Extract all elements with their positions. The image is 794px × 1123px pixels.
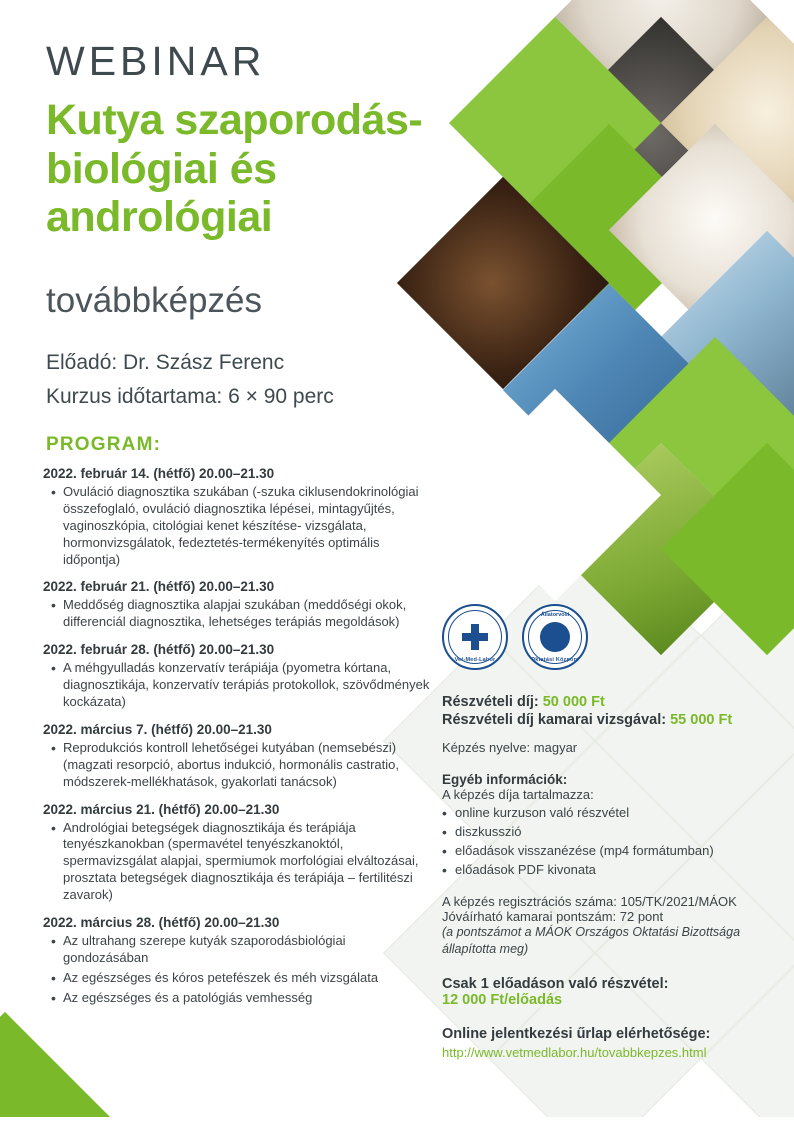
program-date: 2022. március 21. (hétfő) 20.00–21.30: [43, 801, 280, 817]
program-item: • A méhgyulladás konzervatív terápiája (pyometra kórtana, diagnosztikája, konzervatív terápiás protokollok, szövődmények kockázata): [43, 660, 433, 711]
program-items: [43, 597, 433, 631]
includes-item: • előadások visszanézése (mp4 formátumban): [442, 842, 762, 861]
other-info-title: Egyéb információk:: [442, 772, 568, 787]
fee-exam-value: 55 000 Ft: [670, 712, 733, 728]
online-form-label: Online jelentkezési űrlap elérhetősége:: [442, 1026, 711, 1043]
fee-value: 50 000 Ft: [542, 694, 605, 710]
includes-intro: A képzés díja tartalmazza:: [442, 787, 594, 802]
fee-exam-row: [442, 712, 762, 728]
includes-item: • diszkusszió: [442, 823, 762, 842]
program-date: 2022. március 7. (hétfő) 20.00–21.30: [43, 721, 272, 737]
fee-label: Részvételi díj:: [442, 694, 539, 710]
single-lecture-value: 12 000 Ft/előadás: [442, 992, 563, 1009]
program-item: • Reprodukciós kontroll lehetőségei kutyában (nemsebészi) (magzati resorpció, abortus indukció, hormonális castratio, módszerek-mellékhatások, gyakorlati tanácsok): [43, 740, 433, 791]
includes-list: [442, 804, 762, 879]
program-block: [43, 642, 433, 711]
program-items: [43, 933, 433, 1007]
vet-med-labor-logo: [442, 604, 508, 670]
duration-line: Kurzus időtartama: 6 × 90 perc: [46, 385, 334, 408]
logo-row: [442, 604, 588, 670]
program-item: • Ovuláció diagnosztika szukában (-szuka ciklusendokrinológiai összefoglaló, ovuláció diagnosztika lépései, mintagyűjtés, vaginoszkópia, citológiai kenet készítése- vizsgálata, hormonvizsgálatok, fedeztetés-termékenyítés optimális időpontja): [43, 484, 433, 568]
registration-number: A képzés regisztrációs száma: 105/TK/2021/MÁOK: [442, 894, 737, 910]
credit-points: Jóváírható kamarai pontszám: 72 pont: [442, 909, 664, 925]
course-language: Képzés nyelve: magyar: [442, 740, 578, 755]
program-item: • Meddőség diagnosztika alapjai szukában (meddőségi okok, differenciál diagnosztika, lehetséges terápiás megoldások): [43, 597, 433, 631]
credit-note: (a pontszámot a MÁOK Országos Oktatási Bizottsága állapította meg): [442, 925, 741, 957]
program-block: [43, 915, 433, 1007]
accent-diamond: [0, 1012, 111, 1123]
program-item: • Az ultrahang szerepe kutyák szaporodásbiológiai gondozásában: [43, 933, 433, 967]
program-items: [43, 820, 433, 904]
program-date: 2022. március 28. (hétfő) 20.00–21.30: [43, 915, 280, 931]
oktatasi-kozpont-logo-top: Állatorvosi: [540, 612, 570, 618]
info-panel: [442, 694, 762, 1062]
presenter-line: Előadó: Dr. Szász Ferenc: [46, 351, 285, 374]
medical-cross-icon: [462, 624, 488, 650]
registration-form-link[interactable]: http://www.vetmedlabor.hu/tovabbkepzes.html: [442, 1045, 707, 1061]
program-items: [43, 660, 433, 711]
program-items: [43, 740, 433, 791]
program-item: • Az egészséges és a patológiás vemhesség: [43, 990, 433, 1007]
program-item: • Andrológiai betegségek diagnosztikája és terápiája tenyészkanokban (spermavétel tenyészkanoktól, spermavizsgálat alapjai, spermiumok morfológiai elváltozásai, prosztata betegségek diagnosztikája és terápiája – fertilitészi zavarok): [43, 820, 433, 904]
program-heading-colon: :: [153, 434, 162, 455]
bottom-spacer: [0, 1117, 794, 1123]
page-subtitle: továbbképzés: [46, 281, 262, 320]
page-kicker: WEBINAR: [46, 38, 266, 84]
program-heading-label: PROGRAM: [46, 434, 154, 455]
program-block: [43, 722, 433, 791]
program-item: • Az egészséges és kóros petefészek és méh vizsgálata: [43, 970, 433, 987]
program-block: [43, 466, 433, 568]
program-block: [43, 802, 433, 904]
page-title: Kutya szaporodás-biológiai és andrológiai: [46, 96, 423, 242]
oktatasi-kozpont-logo: [522, 604, 588, 670]
program-date: 2022. február 14. (hétfő) 20.00–21.30: [43, 466, 275, 481]
program-heading: [46, 434, 161, 456]
includes-item: • előadások PDF kivonata: [442, 861, 762, 880]
vet-med-labor-logo-text: Vet-Med-Labor: [454, 657, 496, 663]
fee-row: [442, 694, 762, 710]
fee-exam-label: Részvételi díj kamarai vizsgával:: [442, 712, 667, 728]
program-date: 2022. február 28. (hétfő) 20.00–21.30: [43, 642, 275, 658]
includes-item: • online kurzuson való részvétel: [442, 804, 762, 823]
single-lecture-label: Csak 1 előadáson való részvétel:: [442, 976, 669, 993]
program-date: 2022. február 21. (hétfő) 20.00–21.30: [43, 579, 275, 595]
program-list: [43, 466, 433, 1018]
program-block: [43, 579, 433, 631]
oktatasi-kozpont-logo-text: Oktatási Központ: [530, 657, 580, 663]
program-items: [43, 484, 433, 568]
